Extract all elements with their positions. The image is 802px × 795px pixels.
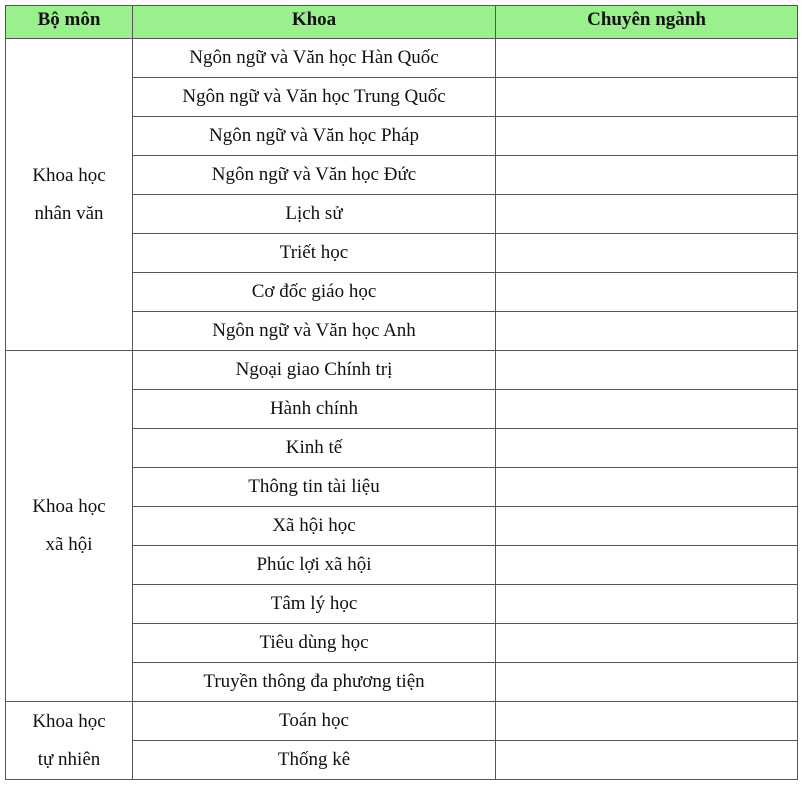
khoa-cell: Tâm lý học — [133, 585, 496, 624]
chuyen-nganh-cell — [496, 312, 798, 351]
khoa-cell: Lịch sử — [133, 195, 496, 234]
majors-table — [5, 5, 798, 780]
khoa-cell: Ngôn ngữ và Văn học Hàn Quốc — [133, 39, 496, 78]
group-cell-xa-hoi — [6, 351, 133, 702]
khoa-cell: Thống kê — [133, 741, 496, 780]
chuyen-nganh-cell — [496, 741, 798, 780]
chuyen-nganh-cell — [496, 585, 798, 624]
table-row — [6, 39, 798, 78]
group-label-line1: Khoa học — [32, 496, 106, 517]
group-cell-tu-nhien — [6, 702, 133, 780]
khoa-cell: Ngôn ngữ và Văn học Pháp — [133, 117, 496, 156]
khoa-cell: Hành chính — [133, 390, 496, 429]
group-label-line2: xã hội — [45, 534, 93, 555]
khoa-cell: Xã hội học — [133, 507, 496, 546]
chuyen-nganh-cell — [496, 390, 798, 429]
chuyen-nganh-cell — [496, 546, 798, 585]
chuyen-nganh-cell — [496, 624, 798, 663]
chuyen-nganh-cell — [496, 234, 798, 273]
khoa-cell: Cơ đốc giáo học — [133, 273, 496, 312]
group-label-line1: Khoa học — [32, 164, 106, 186]
khoa-cell: Ngôn ngữ và Văn học Đức — [133, 156, 496, 195]
table-row — [6, 351, 798, 390]
chuyen-nganh-cell — [496, 78, 798, 117]
khoa-cell: Thông tin tài liệu — [133, 468, 496, 507]
khoa-cell: Truyền thông đa phương tiện — [133, 663, 496, 702]
khoa-cell: Tiêu dùng học — [133, 624, 496, 663]
group-cell-nhan-van — [6, 39, 133, 351]
chuyen-nganh-cell — [496, 156, 798, 195]
header-bomon: Bộ môn — [6, 6, 133, 39]
table-row — [6, 702, 798, 741]
chuyen-nganh-cell — [496, 429, 798, 468]
group-label-line1: Khoa học — [32, 710, 106, 732]
group-label-line2: nhân văn — [34, 202, 104, 224]
khoa-cell: Ngôn ngữ và Văn học Trung Quốc — [133, 78, 496, 117]
chuyen-nganh-cell — [496, 273, 798, 312]
khoa-cell: Ngoại giao Chính trị — [133, 351, 496, 390]
header-chuyen-nganh: Chuyên ngành — [496, 6, 798, 39]
header-row — [6, 6, 798, 39]
khoa-cell: Toán học — [133, 702, 496, 741]
chuyen-nganh-cell — [496, 117, 798, 156]
chuyen-nganh-cell — [496, 468, 798, 507]
chuyen-nganh-cell — [496, 507, 798, 546]
chuyen-nganh-cell — [496, 702, 798, 741]
header-khoa: Khoa — [133, 6, 496, 39]
chuyen-nganh-cell — [496, 195, 798, 234]
chuyen-nganh-cell — [496, 351, 798, 390]
group-label-line2: tự nhiên — [37, 748, 101, 770]
chuyen-nganh-cell — [496, 39, 798, 78]
khoa-cell: Phúc lợi xã hội — [133, 546, 496, 585]
chuyen-nganh-cell — [496, 663, 798, 702]
khoa-cell: Kinh tế — [133, 429, 496, 468]
khoa-cell: Ngôn ngữ và Văn học Anh — [133, 312, 496, 351]
khoa-cell: Triết học — [133, 234, 496, 273]
